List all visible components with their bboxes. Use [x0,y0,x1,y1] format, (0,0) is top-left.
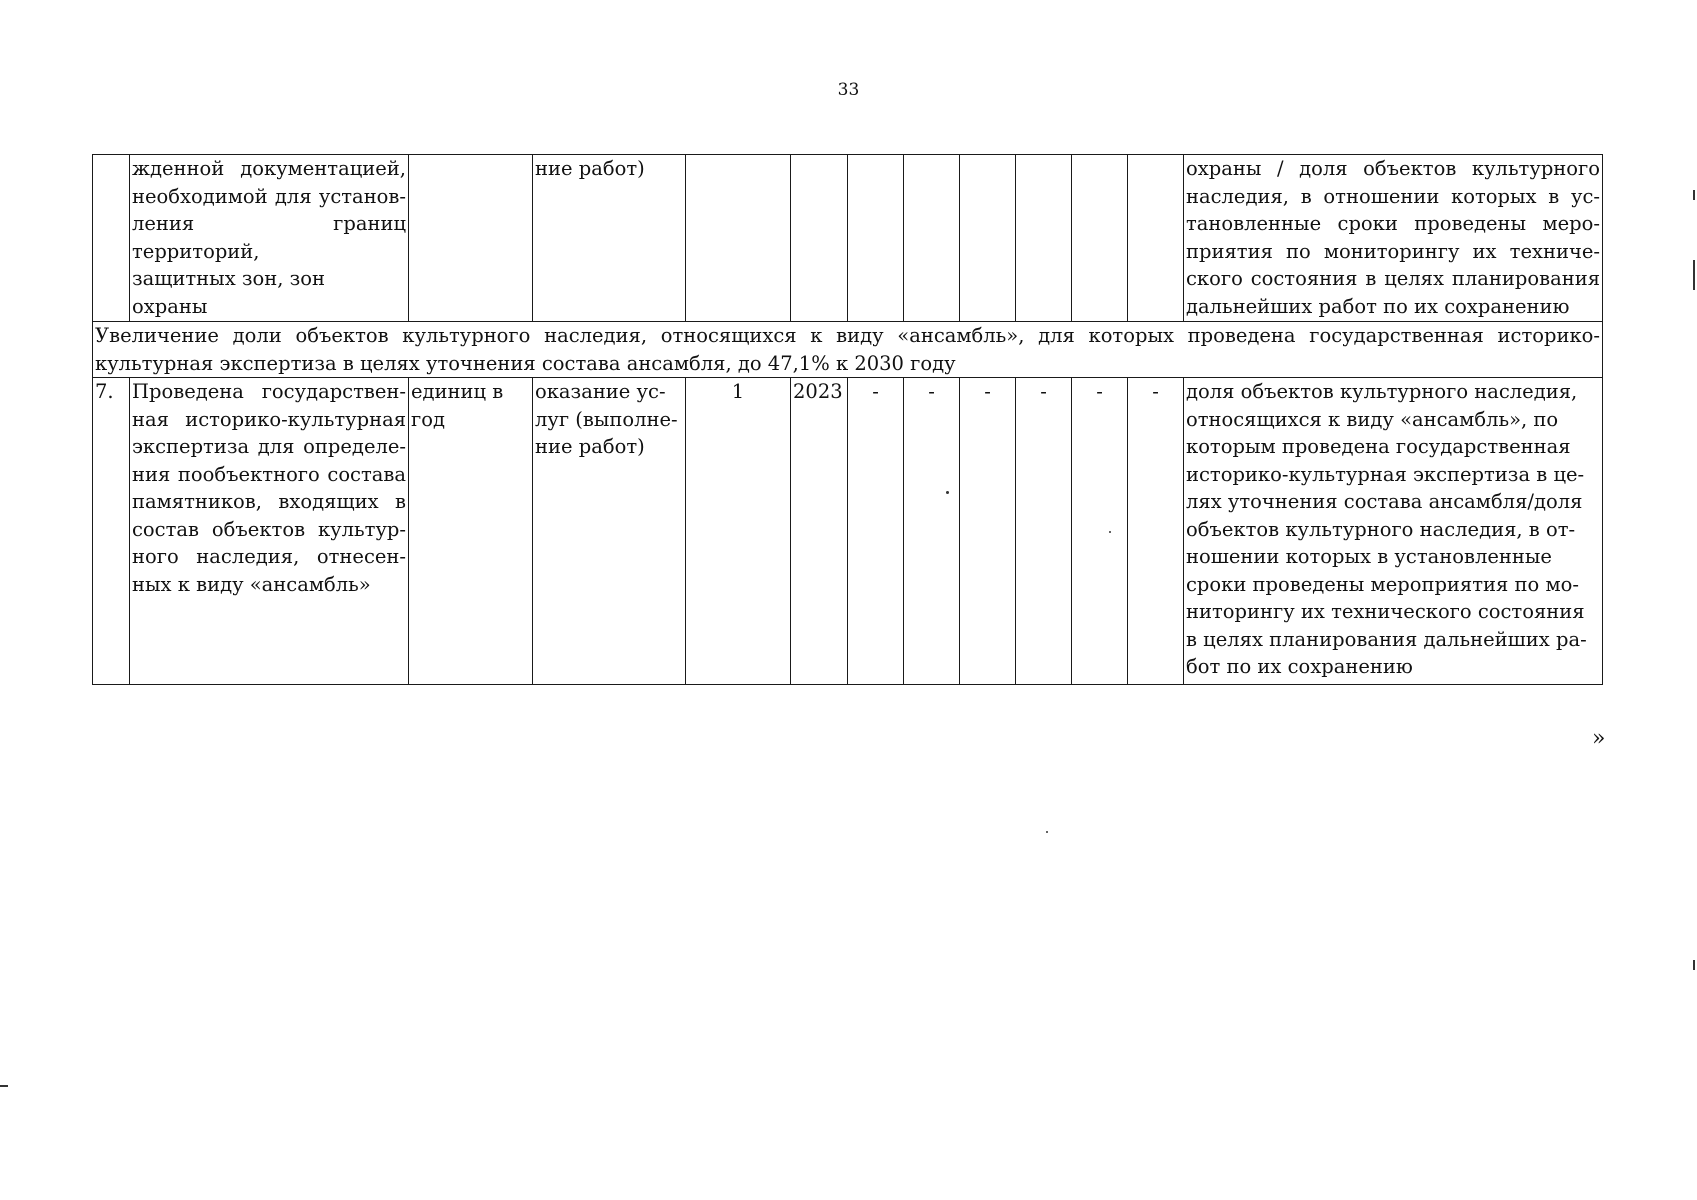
cell-link: доля объектов культурного наследия, относящихся к виду «ансамбль», по которым проведена государственная историко-культурная экспертиза в це- лях уточнения состава ансамбля/доля объектов культурного наследия, в от- ношении которых в установленные сроки проведены мероприятия по мо- ниторингу их технического состояния в целях планирования дальнейших ра- бот по их сохранению [1184,378,1603,685]
scan-margin-mark [1693,960,1695,970]
cell-year-4: - [1016,378,1072,685]
cell-year-4 [1016,155,1072,322]
cell-measure-name: жденной документацией, необходимой для установ- ления границ территорий, защитных зон, зон охраны [130,155,409,322]
table-section-heading [93,322,1603,378]
scan-speck [946,491,949,494]
scan-margin-mark [1693,260,1695,290]
cell-base-year [791,155,848,322]
cell-link: охраны / доля объектов культурного наследия, в отношении которых в ус- тановленные сроки проведены меро- приятия по мониторингу их техниче- ского состояния в целях планирования дальнейших работ по их сохранению [1184,155,1603,322]
cell-year-3: - [960,378,1016,685]
cell-unit [409,155,533,322]
cell-measure-name: Проведена государствен- ная историко-культурная экспертиза для определе- ния пообъектного состава памятников, входящих в состав объектов культур- ного наследия, отнесен- ных к виду «ансамбль» [130,378,409,685]
scan-margin-mark [1693,190,1695,200]
table-row-7 [93,378,1603,685]
section-heading: Увеличение доли объектов культурного наследия, относящихся к виду «ансамбль», для которых проведена государственная историко- культурная экспертиза в целях уточнения состава ансамбля, до 47,1% к 2030 году [93,322,1603,378]
cell-num [93,155,130,322]
cell-year-2: - [904,378,960,685]
cell-year-6: - [1128,378,1184,685]
cell-year-2 [904,155,960,322]
cell-base-year: 2023 [791,378,848,685]
cell-base-value: 1 [686,378,791,685]
cell-year-3 [960,155,1016,322]
cell-year-5 [1072,155,1128,322]
cell-unit: единиц в год [409,378,533,685]
cell-year-1: - [848,378,904,685]
cell-year-1 [848,155,904,322]
closing-quote-mark: » [1592,726,1606,751]
cell-num: 7. [93,378,130,685]
cell-base-value [686,155,791,322]
cell-type: ние работ) [533,155,686,322]
scan-margin-mark [0,1085,8,1087]
scan-speck [1046,831,1048,833]
scan-speck [1109,531,1111,533]
page-number: 33 [837,80,860,100]
cell-type: оказание ус- луг (выполне- ние работ) [533,378,686,685]
table-row-continuation [93,155,1603,322]
cell-year-5: - [1072,378,1128,685]
measures-table [92,154,1603,685]
cell-year-6 [1128,155,1184,322]
